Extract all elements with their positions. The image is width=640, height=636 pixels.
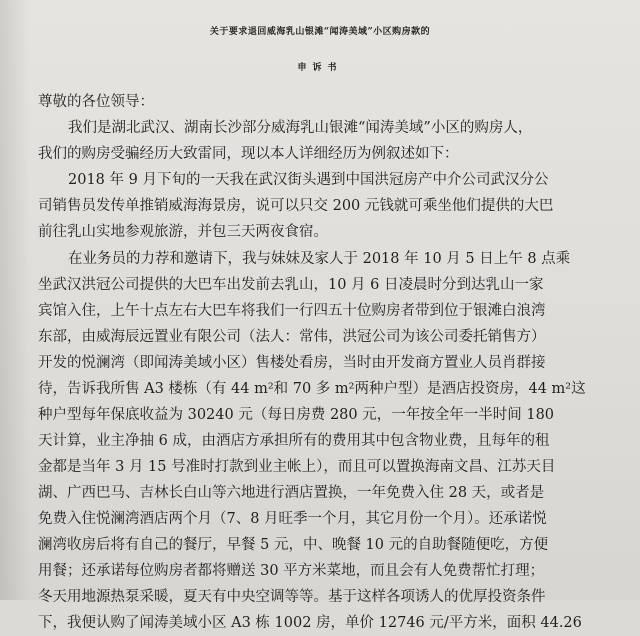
body-line: 我们的购房受骗经历大致雷同，现以本人详细经历为例叙述如下：: [38, 146, 459, 162]
document-subtitle: 申诉书: [297, 63, 343, 73]
body-line: 待，告诉我所售 A3 楼栋（有 44 m²和 70 多 m²两种户型）是酒店投资房，44 m²这: [38, 381, 586, 397]
body-line: 2018 年 9 月下旬的一天我在武汉街头遇到中国洪冠房产中介公司武汉分公: [68, 172, 549, 188]
body-line: 用餐；还承诺每位购房者都将赠送 30 平方米菜地，而且会有人免费帮忙打理；: [38, 563, 545, 579]
body-line: 宾馆入住，上午十点左右大巴车将我们一行四五十位购房者带到位于银滩白浪湾: [38, 303, 546, 319]
body-line: 种户型每年保底收益为 30240 元（每日房费 280 元，一年按全年一半时间 180: [38, 407, 555, 423]
body-line: 冬天用地源热泵采暖，夏天有中央空调等等。基于这样各项诱人的优厚投资条件: [38, 589, 546, 605]
body-line: 湖、广西巴马、吉林长白山等六地进行酒店置换，一年免费入住 28 天，或者是: [38, 485, 545, 501]
body-line: 司销售员发传单推销威海海景房，说可以只交 200 元钱就可乘坐他们提供的大巴: [38, 198, 554, 214]
body-line: 在业务员的力荐和邀请下，我与妹妹及家人于 2018 年 10 月 5 日上午 8 点乘: [68, 251, 571, 267]
salutation-line: 尊敬的各位领导：: [38, 94, 154, 110]
body-line: 东部，由威海辰远置业有限公司（法人：常伟，洪冠公司为该公司委托销售方）: [38, 329, 546, 345]
document-title: 关于要求退回威海乳山银滩“闻涛美域”小区购房款的: [209, 27, 431, 37]
body-line: 前往乳山实地参观旅游，并包三天两夜食宿。: [38, 224, 328, 240]
body-line: 天计算，业主净抽 6 成，由酒店方承担所有的费用其中包含物业费，且每年的租: [38, 433, 550, 449]
body-line: 下，我便认购了闻涛美域小区 A3 栋 1002 房，单价 12746 元/平方米，面积 44.26: [38, 615, 582, 631]
body-line: 免费入住悦澜湾酒店两个月（7、8 月旺季一个月，其它月份一个月）。还承诺悦: [38, 511, 547, 527]
body-line: 我们是湖北武汉、湖南长沙部分威海乳山银滩“闻涛美域”小区的购房人，: [68, 120, 533, 136]
body-line: 金都是当年 3 月 15 号准时打款到业主帐上），而且可以置换海南文昌、江苏天目: [38, 459, 556, 475]
body-line: 开发的悦澜湾（即闻涛美域小区）售楼处看房，当时由开发商方置业人员肖群接: [38, 355, 546, 371]
page-shadow: [0, 0, 30, 600]
body-line: 坐武汉洪冠公司提供的大巴车出发前去乳山，10 月 6 日凌晨时分到达乳山一家: [38, 277, 544, 293]
body-line: 澜湾收房后将有自己的餐厅，早餐 5 元，中、晚餐 10 元的自助餐随便吃，方便: [38, 537, 549, 553]
